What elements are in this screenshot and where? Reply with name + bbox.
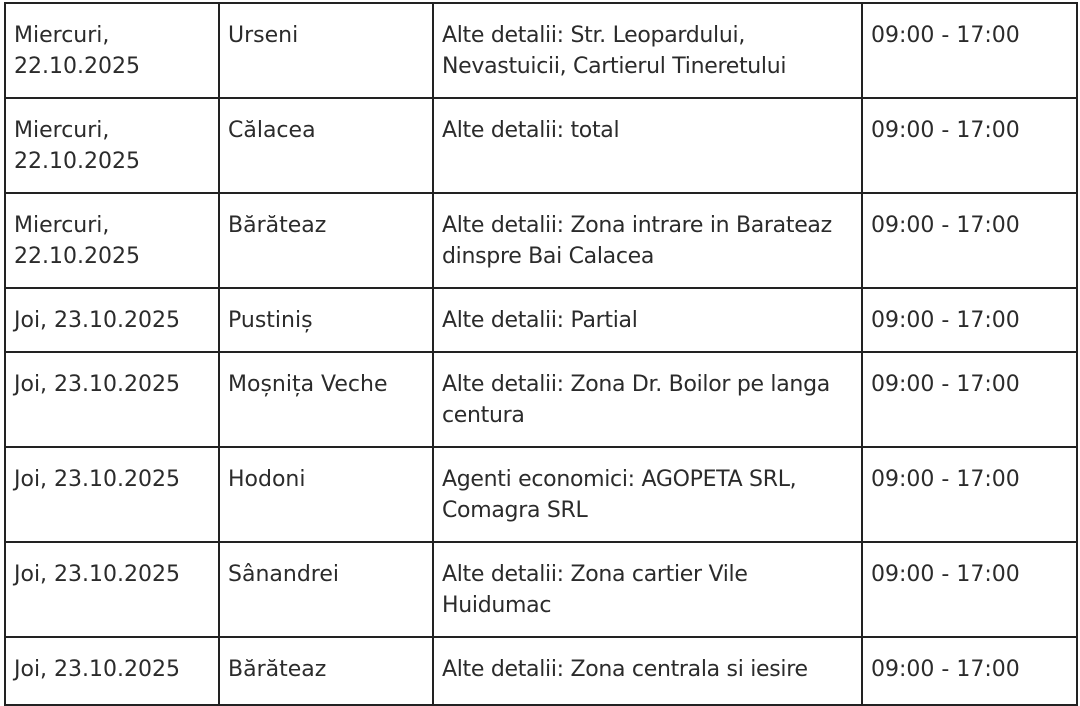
date-cell: Miercuri, 22.10.2025	[5, 3, 219, 98]
details-cell: Alte detalii: total	[433, 98, 862, 193]
time-cell: 09:00 - 17:00	[862, 637, 1077, 705]
location-cell: Moșnița Veche	[219, 352, 433, 447]
location-cell: Călacea	[219, 98, 433, 193]
details-cell: Alte detalii: Zona Dr. Boilor pe langa centura	[433, 352, 862, 447]
date-cell: Joi, 23.10.2025	[5, 352, 219, 447]
details-cell: Alte detalii: Partial	[433, 288, 862, 352]
table-row	[5, 637, 1077, 705]
location-cell: Bărăteaz	[219, 193, 433, 288]
details-cell: Alte detalii: Zona intrare in Barateaz dinspre Bai Calacea	[433, 193, 862, 288]
location-cell: Urseni	[219, 3, 433, 98]
time-cell: 09:00 - 17:00	[862, 3, 1077, 98]
location-cell: Sânandrei	[219, 542, 433, 637]
time-cell: 09:00 - 17:00	[862, 288, 1077, 352]
time-cell: 09:00 - 17:00	[862, 352, 1077, 447]
date-cell: Miercuri, 22.10.2025	[5, 98, 219, 193]
table-row	[5, 542, 1077, 637]
outage-schedule-table	[4, 2, 1078, 706]
details-cell: Alte detalii: Zona centrala si iesire	[433, 637, 862, 705]
date-cell: Joi, 23.10.2025	[5, 637, 219, 705]
details-cell: Alte detalii: Str. Leopardului, Nevastuicii, Cartierul Tineretului	[433, 3, 862, 98]
table-row	[5, 352, 1077, 447]
table-row	[5, 193, 1077, 288]
date-cell: Miercuri, 22.10.2025	[5, 193, 219, 288]
location-cell: Hodoni	[219, 447, 433, 542]
details-cell: Agenti economici: AGOPETA SRL, Comagra SRL	[433, 447, 862, 542]
date-cell: Joi, 23.10.2025	[5, 542, 219, 637]
time-cell: 09:00 - 17:00	[862, 447, 1077, 542]
table-row	[5, 447, 1077, 542]
date-cell: Joi, 23.10.2025	[5, 447, 219, 542]
time-cell: 09:00 - 17:00	[862, 193, 1077, 288]
time-cell: 09:00 - 17:00	[862, 542, 1077, 637]
details-cell: Alte detalii: Zona cartier Vile Huidumac	[433, 542, 862, 637]
time-cell: 09:00 - 17:00	[862, 98, 1077, 193]
table-row	[5, 288, 1077, 352]
location-cell: Bărăteaz	[219, 637, 433, 705]
location-cell: Pustiniș	[219, 288, 433, 352]
date-cell: Joi, 23.10.2025	[5, 288, 219, 352]
table-row	[5, 3, 1077, 98]
table-row	[5, 98, 1077, 193]
